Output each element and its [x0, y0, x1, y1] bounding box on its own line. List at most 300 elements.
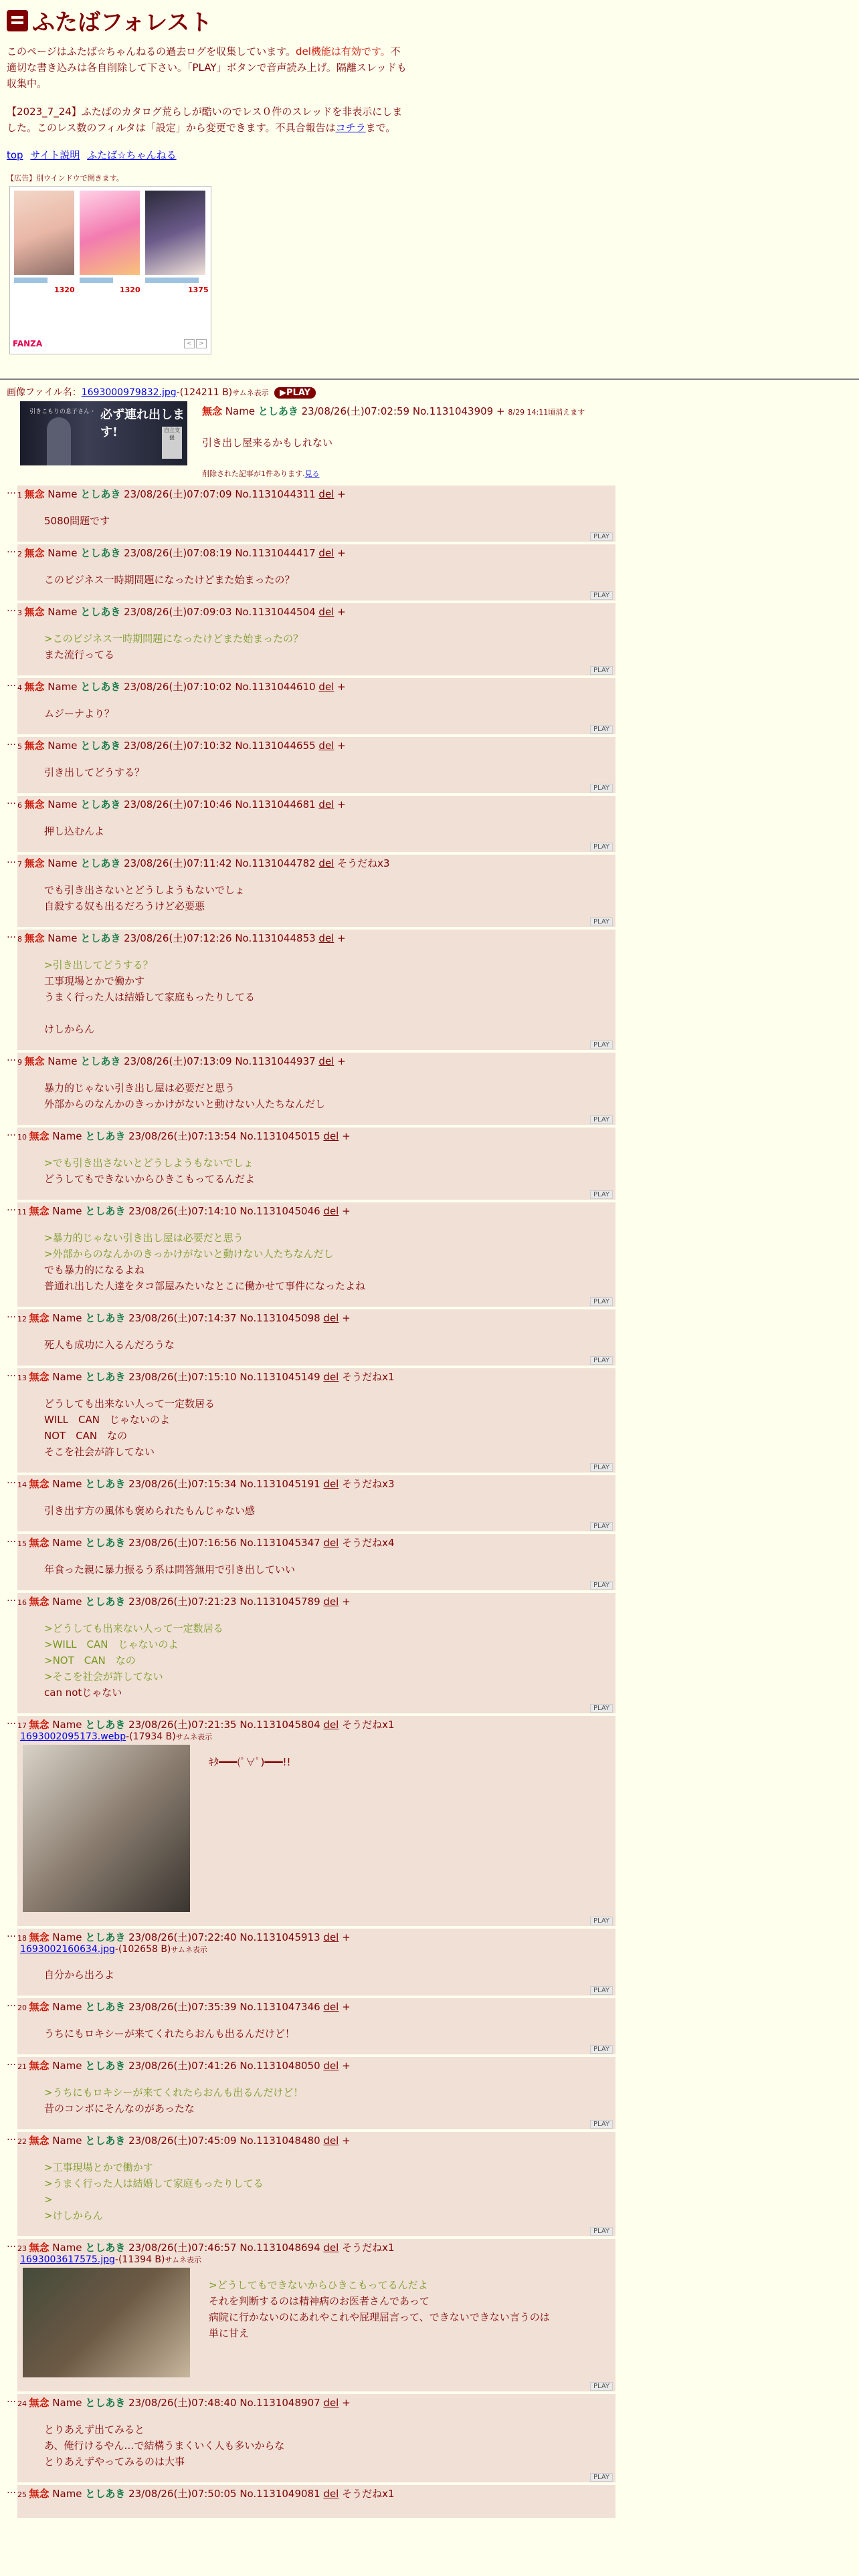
reply-number: 1: [17, 491, 25, 500]
plus-button[interactable]: +: [339, 2397, 351, 2409]
reply-date: 23/08/26(土)07:08:19: [120, 547, 235, 559]
nav-about-link[interactable]: サイト説明: [30, 149, 80, 161]
reply-name-label: Name: [49, 1596, 86, 1608]
nav-futaba-link[interactable]: ふたば☆ちゃんねる: [87, 149, 177, 161]
reply-file-link[interactable]: 1693002160634.jpg: [20, 1944, 115, 1955]
play-button[interactable]: PLAY: [590, 1356, 613, 1365]
sodane-count[interactable]: そうだねx1: [339, 2488, 395, 2500]
reply-header: [17, 1311, 613, 1325]
reply-name-label: Name: [49, 2135, 86, 2147]
reply-body: [17, 930, 615, 1050]
op-play-button[interactable]: ▶PLAY: [274, 387, 316, 399]
play-button[interactable]: PLAY: [590, 666, 613, 675]
reply-post: [7, 796, 615, 855]
reply-comment: [44, 706, 114, 722]
reply-date: 23/08/26(土)07:22:40: [125, 1931, 240, 1943]
reply-no: No.1131048694: [240, 2242, 324, 2254]
reply-name-label: Name: [49, 1205, 86, 1217]
del-link[interactable]: del: [323, 2242, 339, 2254]
reply-date: 23/08/26(土)07:10:02: [120, 681, 235, 693]
play-button[interactable]: PLAY: [590, 2120, 613, 2129]
del-link[interactable]: del: [323, 2135, 339, 2147]
play-area: [17, 1298, 613, 1305]
comment-line: 工事現場とかで働かす: [44, 975, 145, 987]
play-button[interactable]: PLAY: [590, 1986, 613, 1995]
reply-subject: 無念: [24, 547, 45, 559]
del-link[interactable]: del: [323, 1478, 339, 1490]
reply-comment: [44, 513, 110, 529]
ad-image[interactable]: [145, 191, 205, 275]
reply-date: 23/08/26(土)07:13:09: [120, 1055, 235, 1067]
reply-subject: 無念: [29, 2488, 50, 2500]
comment-line: >どうしても出来ない人って一定数居る: [44, 1622, 223, 1634]
reply-comment: [44, 1155, 255, 1187]
reply-comment: [44, 572, 295, 588]
comment-line: >NOT CAN なの: [44, 1654, 136, 1667]
plus-button[interactable]: +: [334, 740, 346, 752]
ad-item-2[interactable]: [80, 191, 140, 291]
reply-name-label: Name: [44, 488, 81, 500]
reply-number: 9: [17, 1058, 25, 1067]
plus-button[interactable]: +: [339, 2001, 351, 2013]
play-button[interactable]: PLAY: [590, 2473, 613, 2482]
comment-line: このビジネス一時期問題になったけどまた始まったの？: [44, 574, 295, 586]
site-title: ふたばフォレスト: [7, 4, 852, 37]
play-button[interactable]: PLAY: [590, 1190, 613, 1199]
reply-no: No.1131044610: [235, 681, 319, 693]
play-button[interactable]: PLAY: [590, 2382, 613, 2391]
reply-name-label: Name: [44, 606, 81, 618]
reply-subject: 無念: [24, 857, 45, 869]
reply-body: [17, 1716, 615, 1926]
play-area: [17, 1464, 613, 1471]
play-button[interactable]: PLAY: [590, 1581, 613, 1590]
sodane-count[interactable]: そうだねx4: [339, 1537, 395, 1549]
comment-line: NOT CAN なの: [44, 1430, 128, 1442]
play-button[interactable]: PLAY: [590, 1115, 613, 1124]
play-area: [17, 1917, 613, 1925]
plus-button[interactable]: +: [334, 681, 346, 693]
reply-name: としあき: [80, 547, 121, 559]
ad-image[interactable]: [14, 191, 74, 275]
del-link[interactable]: del: [323, 2397, 339, 2409]
ad-next-button[interactable]: >: [196, 339, 207, 348]
del-link[interactable]: del: [323, 1931, 339, 1943]
plus-button[interactable]: +: [339, 2060, 351, 2072]
comment-line: 自分から出ろよ: [44, 1969, 115, 1981]
reply-no: No.1131044504: [235, 606, 319, 618]
comment-line: 自殺する奴も出るだろうけど必要悪: [44, 900, 205, 912]
play-button[interactable]: PLAY: [590, 918, 613, 926]
reply-subject: 無念: [29, 1205, 50, 1217]
play-button[interactable]: PLAY: [590, 1297, 613, 1306]
reply-header: [17, 1477, 613, 1491]
plus-button[interactable]: +: [339, 1130, 351, 1142]
plus-button[interactable]: +: [339, 1931, 351, 1943]
reply-subject: 無念: [29, 1719, 50, 1731]
reply-subject: 無念: [29, 1130, 50, 1142]
thumb-toggle[interactable]: サムネ表示: [171, 1945, 207, 1954]
play-button[interactable]: PLAY: [590, 1704, 613, 1713]
play-area: [17, 2121, 613, 2128]
plus-button[interactable]: +: [339, 1312, 351, 1324]
plus-button[interactable]: +: [339, 1596, 351, 1608]
reply-comment: [44, 2422, 284, 2470]
plus-button[interactable]: +: [334, 1055, 346, 1067]
reply-body: [17, 1929, 615, 1996]
reply-number: 18: [17, 1934, 29, 1943]
play-area: [17, 592, 613, 599]
reply-no: No.1131044782: [235, 857, 319, 869]
del-link[interactable]: del: [318, 932, 335, 944]
reply-header: [17, 1535, 613, 1549]
play-area: [17, 2383, 613, 2390]
reply-header: [17, 2133, 613, 2147]
reply-post: [7, 855, 615, 930]
play-button[interactable]: PLAY: [590, 1463, 613, 1472]
del-link[interactable]: del: [323, 1596, 339, 1608]
reply-number: 15: [17, 1539, 29, 1548]
reply-date: 23/08/26(土)07:10:46: [120, 798, 235, 811]
reply-number: 20: [17, 2004, 29, 2012]
del-link[interactable]: del: [318, 1055, 335, 1067]
reply-subject: 無念: [24, 798, 45, 811]
plus-button[interactable]: +: [334, 932, 346, 944]
comment-line: ムジーナより？: [44, 708, 115, 720]
comment-line: >どうしてもできないからひきこもってるんだよ: [209, 2279, 428, 2291]
comment-line: >けしからん: [44, 2210, 103, 2222]
reply-comment: [44, 1080, 325, 1112]
op-header: 無念 Name としあき 23/08/26(土)07:02:59 No.1131043909 + 8/29 14:11頃消えます: [202, 405, 585, 417]
reply-no: No.1131044417: [235, 547, 319, 559]
reply-name: としあき: [85, 1478, 126, 1490]
reply-name: としあき: [85, 1537, 126, 1549]
thumb-toggle[interactable]: サムネ表示: [232, 389, 269, 397]
del-link[interactable]: del: [318, 547, 335, 559]
op-plus[interactable]: +: [496, 405, 505, 417]
reply-marker: …: [7, 603, 16, 614]
reply-name: としあき: [80, 740, 121, 752]
op-post: [0, 385, 859, 479]
reply-subject: 無念: [24, 488, 45, 500]
reply-number: 7: [17, 860, 25, 869]
reply-name-label: Name: [44, 740, 81, 752]
reply-body: [17, 1475, 615, 1531]
reply-post: [7, 1716, 615, 1929]
play-area: [17, 784, 613, 792]
reply-subject: 無念: [29, 2397, 50, 2409]
plus-button[interactable]: +: [339, 1205, 351, 1217]
comment-line: うちにもロキシーが来てくれたらおんも出るんだけど！: [44, 2028, 295, 2040]
comment-line: けしからん: [44, 1023, 95, 1035]
report-link[interactable]: コチラ: [335, 122, 366, 134]
op-thumbnail[interactable]: 引きこもりの息子さん・ 必ず連れ出します! 自立支援: [20, 401, 187, 465]
reply-no: No.1131048480: [240, 2135, 324, 2147]
reply-body: [17, 2239, 615, 2391]
op-comment: 引き出し屋来るかもしれない: [202, 437, 333, 449]
reply-post: [7, 930, 615, 1053]
ad-prev-button[interactable]: <: [184, 339, 195, 348]
reply-header: [17, 1594, 613, 1608]
reply-post: [7, 1128, 615, 1202]
reply-subject: 無念: [24, 1055, 45, 1067]
del-link[interactable]: del: [318, 798, 335, 811]
reply-comment: [44, 1967, 114, 1983]
reply-header: [17, 1370, 613, 1384]
del-link[interactable]: del: [323, 1537, 339, 1549]
plus-button[interactable]: +: [339, 2135, 351, 2147]
reply-marker: …: [7, 1593, 16, 1604]
reply-marker: …: [7, 1128, 16, 1138]
reply-comment: [44, 1562, 295, 1578]
reply-body: [17, 737, 615, 793]
play-area: [17, 843, 613, 851]
comment-line: 普通れ出した人達をタコ部屋みたいなとこに働かせて事件になったよね: [44, 1280, 366, 1292]
plus-button[interactable]: +: [334, 606, 346, 618]
reply-header: [17, 1129, 613, 1143]
comment-line: >このビジネス一時期問題になったけどまた始まったの？: [44, 633, 304, 645]
sodane-count[interactable]: そうだねx1: [339, 1371, 395, 1383]
reply-header: [17, 2000, 613, 2014]
play-button[interactable]: PLAY: [590, 1917, 613, 1925]
reply-thumbnail[interactable]: [23, 1745, 190, 1912]
reply-name: としあき: [80, 681, 121, 693]
reply-number: 21: [17, 2062, 29, 2071]
ad-item-3[interactable]: [145, 191, 205, 291]
reply-header: [17, 2395, 613, 2409]
comment-line: どうしても出来ない人って一定数居る: [44, 1398, 215, 1410]
reply-body: [17, 796, 615, 852]
reply-body: [17, 1128, 615, 1200]
plus-button[interactable]: +: [334, 547, 346, 559]
plus-button[interactable]: +: [334, 798, 346, 811]
comment-line: >そこを社会が許してない: [44, 1671, 163, 1683]
reply-no: No.1131045347: [240, 1537, 324, 1549]
del-link[interactable]: del: [323, 1719, 339, 1731]
reply-no: No.1131044681: [235, 798, 319, 811]
show-deleted-link[interactable]: 見る: [304, 469, 320, 478]
reply-body: [17, 2485, 615, 2518]
reply-post: [7, 1475, 615, 1534]
reply-post: [7, 678, 615, 737]
play-area: [17, 2474, 613, 2481]
reply-file-link[interactable]: 1693003617575.jpg: [20, 2254, 115, 2265]
reply-header: [17, 1204, 613, 1218]
op-file-link[interactable]: 1693000979832.jpg: [81, 387, 177, 398]
reply-comment: [44, 823, 104, 839]
reply-post: [7, 1998, 615, 2057]
reply-no: No.1131047346: [240, 2001, 324, 2013]
comment-line: >WILL CAN じゃないのよ: [44, 1638, 179, 1650]
reply-post: [7, 603, 615, 678]
comment-line: とりあえずやってみるのは大事: [44, 2456, 185, 2468]
comment-line: 死人も成功に入るんだろうな: [44, 1339, 175, 1351]
reply-post: [7, 2485, 615, 2520]
play-area: [17, 533, 613, 540]
del-link[interactable]: del: [323, 2488, 339, 2500]
del-link[interactable]: del: [318, 488, 335, 500]
reply-name-label: Name: [49, 2488, 86, 2500]
comment-line: どうしてもできないからひきこもってるんだよ: [44, 1173, 256, 1185]
play-button[interactable]: PLAY: [590, 784, 613, 792]
reply-name: としあき: [85, 1130, 126, 1142]
reply-number: 23: [17, 2244, 29, 2253]
comment-line: >うちにもロキシーが来てくれたらおんも出るんだけど！: [44, 2086, 304, 2099]
reply-name: としあき: [80, 932, 121, 944]
reply-list: [0, 486, 859, 2520]
reply-date: 23/08/26(土)07:15:10: [125, 1371, 240, 1383]
comment-line: 押し込むんよ: [44, 825, 105, 837]
reply-body: [17, 678, 615, 734]
reply-body: [17, 603, 615, 675]
comment-line: 引き出してどうする？: [44, 766, 145, 778]
reply-marker: …: [7, 2057, 16, 2068]
site-header: [0, 0, 859, 354]
sodane-count[interactable]: そうだねx1: [339, 1719, 395, 1731]
reply-body: [17, 1368, 615, 1473]
nav-top-link[interactable]: top: [7, 149, 23, 161]
reply-post: [7, 1202, 615, 1309]
reply-subject: 無念: [24, 932, 45, 944]
reply-name: としあき: [85, 1931, 126, 1943]
reply-file-link[interactable]: 1693002095173.webp: [20, 1731, 126, 1742]
reply-marker: …: [7, 1534, 16, 1545]
thumb-toggle[interactable]: サムネ表示: [175, 1733, 213, 1741]
reply-no: No.1131044937: [235, 1055, 319, 1067]
reply-comment: [44, 2084, 303, 2117]
thumb-toggle[interactable]: サムネ表示: [165, 2256, 201, 2264]
del-link[interactable]: del: [318, 681, 335, 693]
reply-number: 12: [17, 1315, 29, 1323]
notice-text: 【2023_7_24】ふたばのカタログ荒らしが酷いのでレス０件のスレッドを非表示にしました。このレス数のフィルタは「設定」から変更できます。不具合報告はコチラまで。: [7, 106, 403, 134]
reply-name: としあき: [85, 1205, 126, 1217]
ad-price: 1320: [120, 286, 140, 294]
comment-line: それを判断するのは精神病のお医者さんであって: [209, 2295, 430, 2307]
reply-number: 13: [17, 1374, 29, 1382]
play-button[interactable]: PLAY: [590, 725, 613, 734]
play-area: [17, 1357, 613, 1364]
reply-header: [17, 931, 613, 945]
comment-line: 5080問題です: [44, 515, 110, 527]
play-button[interactable]: PLAY: [590, 1041, 613, 1049]
reply-header: [17, 1054, 613, 1068]
reply-marker: …: [7, 486, 16, 496]
play-button[interactable]: PLAY: [590, 591, 613, 600]
thumb-figure: [47, 417, 71, 465]
del-link[interactable]: del: [323, 2001, 339, 2013]
reply-date: 23/08/26(土)07:35:39: [125, 2001, 240, 2013]
reply-no: No.1131044655: [235, 740, 319, 752]
reply-subject: 無念: [29, 1478, 50, 1490]
reply-date: 23/08/26(土)07:10:32: [120, 740, 235, 752]
del-link[interactable]: del: [318, 606, 335, 618]
reply-comment: [44, 882, 245, 914]
reply-marker: …: [7, 678, 16, 689]
reply-date: 23/08/26(土)07:07:09: [120, 488, 235, 500]
reply-body: [17, 544, 615, 601]
reply-name: としあき: [80, 488, 121, 500]
play-button[interactable]: PLAY: [590, 2045, 613, 2054]
del-link[interactable]: del: [323, 1130, 339, 1142]
sodane-count[interactable]: そうだねx1: [339, 2242, 395, 2254]
reply-header: [17, 546, 613, 560]
plus-button[interactable]: +: [334, 488, 346, 500]
ad-image[interactable]: [80, 191, 140, 275]
reply-body: [17, 855, 615, 927]
reply-no: No.1131044311: [235, 488, 319, 500]
reply-date: 23/08/26(土)07:12:26: [120, 932, 235, 944]
reply-no: No.1131045913: [240, 1931, 324, 1943]
play-button[interactable]: PLAY: [590, 532, 613, 541]
reply-subject: 無念: [29, 1931, 50, 1943]
reply-post: [7, 1053, 615, 1128]
sodane-count[interactable]: そうだねx3: [334, 857, 390, 869]
comment-line: でも引き出さないとどうしようもないでしょ: [44, 884, 246, 896]
comment-line: うまく行った人は結婚して家庭もったりしてる: [44, 991, 256, 1003]
comment-line: >暴力的じゃない引き出し屋は必要だと思う: [44, 1232, 244, 1244]
reply-name-label: Name: [49, 2060, 86, 2072]
play-area: [17, 2046, 613, 2053]
del-link[interactable]: del: [318, 740, 335, 752]
del-link[interactable]: del: [323, 1371, 339, 1383]
reply-date: 23/08/26(土)07:50:05: [125, 2488, 240, 2500]
del-link[interactable]: del: [318, 857, 335, 869]
reply-date: 23/08/26(土)07:11:42: [120, 857, 235, 869]
reply-comment: [44, 1620, 223, 1701]
reply-number: 24: [17, 2399, 29, 2408]
reply-subject: 無念: [29, 1371, 50, 1383]
comment-line: ｷﾀ━━━(ﾟ∀ﾟ)━━━!!: [209, 1756, 291, 1768]
play-area: [17, 1041, 613, 1049]
play-button[interactable]: PLAY: [590, 2227, 613, 2236]
reply-comment: [209, 1754, 291, 1913]
ad-item-1[interactable]: [14, 191, 74, 291]
comment-line: [44, 1005, 255, 1021]
reply-body: [17, 2394, 615, 2482]
reply-subject: 無念: [29, 1537, 50, 1549]
sodane-count[interactable]: そうだねx3: [339, 1478, 395, 1490]
play-button[interactable]: PLAY: [590, 843, 613, 851]
comment-line: WILL CAN じゃないのよ: [44, 1414, 170, 1426]
play-button[interactable]: PLAY: [590, 1522, 613, 1531]
reply-header: [17, 605, 613, 619]
reply-name: としあき: [85, 1312, 126, 1324]
reply-date: 23/08/26(土)07:21:35: [125, 1719, 240, 1731]
reply-date: 23/08/26(土)07:46:57: [125, 2242, 240, 2254]
reply-thumbnail[interactable]: [23, 2268, 190, 2377]
reply-body: [17, 486, 615, 542]
play-area: [17, 1582, 613, 1589]
reply-name: としあき: [85, 1371, 126, 1383]
reply-number: 10: [17, 1133, 29, 1142]
op-file-line: 画像ファイル名：1693000979832.jpg-(124211 B)サムネ表示 ▶PLAY: [7, 385, 852, 399]
reply-file-size: -(17934 B): [126, 1731, 176, 1742]
reply-comment: [44, 631, 303, 663]
del-link[interactable]: del: [323, 1312, 339, 1324]
reply-name-label: Name: [44, 1055, 81, 1067]
reply-body: [17, 2057, 615, 2129]
reply-marker: …: [7, 1929, 16, 1939]
reply-name: としあき: [85, 1596, 126, 1608]
comment-line: >引き出してどうする？: [44, 959, 153, 971]
reply-marker: …: [7, 737, 16, 748]
play-area: [17, 1705, 613, 1712]
del-link[interactable]: del: [323, 2060, 339, 2072]
reply-comment: [44, 1503, 255, 1519]
del-link[interactable]: del: [323, 1205, 339, 1217]
reply-file-line: [20, 1944, 613, 1955]
ad-banner[interactable]: [9, 186, 211, 354]
